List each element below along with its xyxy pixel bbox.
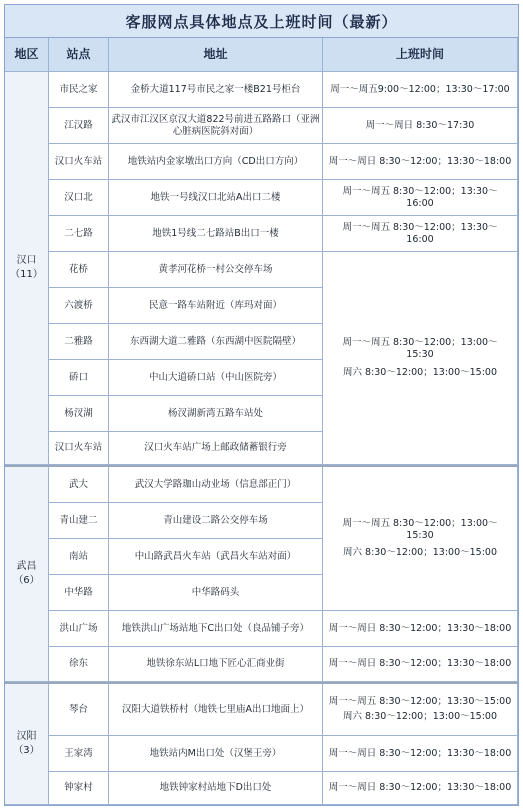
hours-line: 周一～周日 8:30～12:00；13:30～18:00 bbox=[328, 747, 512, 759]
station-cell: 南站 bbox=[49, 539, 109, 575]
address-cell: 青山建设二路公交停车场 bbox=[109, 503, 323, 539]
header-hours: 上班时间 bbox=[323, 38, 518, 72]
hours-line: 周一～周五 8:30～12:00；13:00～ bbox=[342, 337, 498, 349]
address-cell: 地铁洪山广场站地下C出口处（良品铺子旁） bbox=[109, 611, 323, 647]
address-cell: 黄孝河花桥一村公交停车场 bbox=[109, 252, 323, 288]
region-count: （3） bbox=[13, 745, 40, 756]
hours-cell bbox=[323, 216, 518, 252]
region-cell-hanyang bbox=[5, 684, 49, 805]
station-cell: 杨汊湖 bbox=[49, 396, 109, 432]
station-cell: 市民之家 bbox=[49, 72, 109, 108]
hours-line: 周一～周日 8:30～12:00；13:30～18:00 bbox=[328, 658, 512, 670]
schedule-sheet bbox=[4, 4, 519, 806]
hours-cell bbox=[323, 180, 518, 216]
address-cell: 武汉大学路珈山动业场（信息部正门） bbox=[109, 467, 323, 503]
address-cell: 地铁站内金家墩出口方向（CD出口方向） bbox=[109, 144, 323, 180]
hours-cell bbox=[323, 72, 518, 108]
hours-line: 16:00 bbox=[406, 197, 434, 209]
region-name: 汉阳 bbox=[16, 730, 37, 742]
station-cell: 中华路 bbox=[49, 575, 109, 611]
address-cell: 中山大道硚口站（中山医院旁） bbox=[109, 360, 323, 396]
station-cell: 六渡桥 bbox=[49, 288, 109, 324]
station-cell: 徐东 bbox=[49, 647, 109, 682]
station-cell: 洪山广场 bbox=[49, 611, 109, 647]
header-address: 地址 bbox=[109, 38, 323, 72]
hours-line: 周一～周五 8:30～12:00；13:30～15:00 bbox=[328, 696, 512, 708]
group-divider bbox=[5, 465, 518, 467]
group-divider bbox=[5, 682, 518, 684]
hours-cell-merged bbox=[323, 467, 518, 611]
station-cell: 汉口火车站 bbox=[49, 144, 109, 180]
region-name: 武昌 bbox=[16, 560, 37, 572]
hours-cell bbox=[323, 611, 518, 647]
hours-line: 周一～周五 8:30～12:00；13:30～ bbox=[342, 185, 498, 197]
station-cell: 汉口火车站 bbox=[49, 432, 109, 465]
address-cell: 地铁徐东站L口地下匠心汇商业街 bbox=[109, 647, 323, 682]
address-cell: 地铁站内M出口处（汉堡王旁） bbox=[109, 736, 323, 772]
station-cell: 硚口 bbox=[49, 360, 109, 396]
address-cell: 地铁1号线二七路站B出口一楼 bbox=[109, 216, 323, 252]
station-cell: 武大 bbox=[49, 467, 109, 503]
hours-line: 16:00 bbox=[406, 233, 434, 245]
address-cell: 武汉市江汉区京汉大道822号前进五路路口（亚洲心脏病医院斜对面） bbox=[109, 108, 323, 144]
hours-line: 周六 8:30～12:00；13:00～15:00 bbox=[343, 547, 497, 559]
hours-line: 周六 8:30～12:00；13:00～15:00 bbox=[343, 366, 497, 378]
header-station: 站点 bbox=[49, 38, 109, 72]
region-cell-hankou bbox=[5, 72, 49, 465]
address-cell: 中山路武昌火车站（武昌火车站对面） bbox=[109, 539, 323, 575]
hours-line: 15:30 bbox=[406, 349, 434, 361]
address-cell: 汉口火车站广场上邮政储蓄银行旁 bbox=[109, 432, 323, 465]
station-cell: 王家湾 bbox=[49, 736, 109, 772]
hours-line: 周六 8:30～12:00；13:00～15:00 bbox=[343, 711, 497, 722]
region-name: 汉口 bbox=[16, 254, 37, 266]
hours-line: 周一～周日 8:30～17:30 bbox=[365, 119, 475, 131]
address-cell: 汉阳大道铁桥村（地铁七里庙A出口地面上） bbox=[109, 684, 323, 736]
hours-line: 周一～周日 8:30～12:00；13:30～18:00 bbox=[328, 782, 512, 794]
hours-cell bbox=[323, 772, 518, 805]
hours-cell bbox=[323, 108, 518, 144]
region-count: （11） bbox=[10, 269, 43, 280]
station-cell: 青山建二 bbox=[49, 503, 109, 539]
header-region: 地区 bbox=[5, 38, 49, 72]
address-cell: 地铁钟家村站地下D出口处 bbox=[109, 772, 323, 805]
region-cell-wuchang bbox=[5, 467, 49, 682]
station-cell: 花桥 bbox=[49, 252, 109, 288]
station-cell: 江汉路 bbox=[49, 108, 109, 144]
address-cell: 地铁一号线汉口北站A出口二楼 bbox=[109, 180, 323, 216]
address-cell: 杨汊湖新湾五路车站处 bbox=[109, 396, 323, 432]
hours-line: 周一～周五 8:30～12:00；13:30～ bbox=[342, 221, 498, 233]
address-cell: 中华路码头 bbox=[109, 575, 323, 611]
station-cell: 钟家村 bbox=[49, 772, 109, 805]
page-title: 客服网点具体地点及上班时间（最新） bbox=[5, 5, 518, 38]
address-cell: 民意一路车站附近（库玛对面） bbox=[109, 288, 323, 324]
hours-line: 周一～周日 8:30～12:00；13:30～18:00 bbox=[328, 155, 512, 167]
hours-cell bbox=[323, 647, 518, 682]
address-cell: 金桥大道117号市民之家一楼B21号柜台 bbox=[109, 72, 323, 108]
station-cell: 汉口北 bbox=[49, 180, 109, 216]
station-cell: 琴台 bbox=[49, 684, 109, 736]
station-cell: 二七路 bbox=[49, 216, 109, 252]
hours-line: 15:30 bbox=[406, 529, 434, 541]
hours-cell bbox=[323, 736, 518, 772]
station-cell: 二雅路 bbox=[49, 324, 109, 360]
address-cell: 东西湖大道二雅路（东西湖中医院隔壁） bbox=[109, 324, 323, 360]
hours-line: 周一～周日 8:30～12:00；13:30～18:00 bbox=[328, 622, 512, 634]
hours-line: 周一～周五9:00～12:00；13:30～17:00 bbox=[330, 83, 510, 95]
hours-cell-merged bbox=[323, 252, 518, 465]
region-count: （6） bbox=[13, 575, 40, 586]
hours-cell bbox=[323, 144, 518, 180]
hours-cell bbox=[323, 684, 518, 736]
hours-line: 周一～周五 8:30～12:00；13:00～ bbox=[342, 517, 498, 529]
